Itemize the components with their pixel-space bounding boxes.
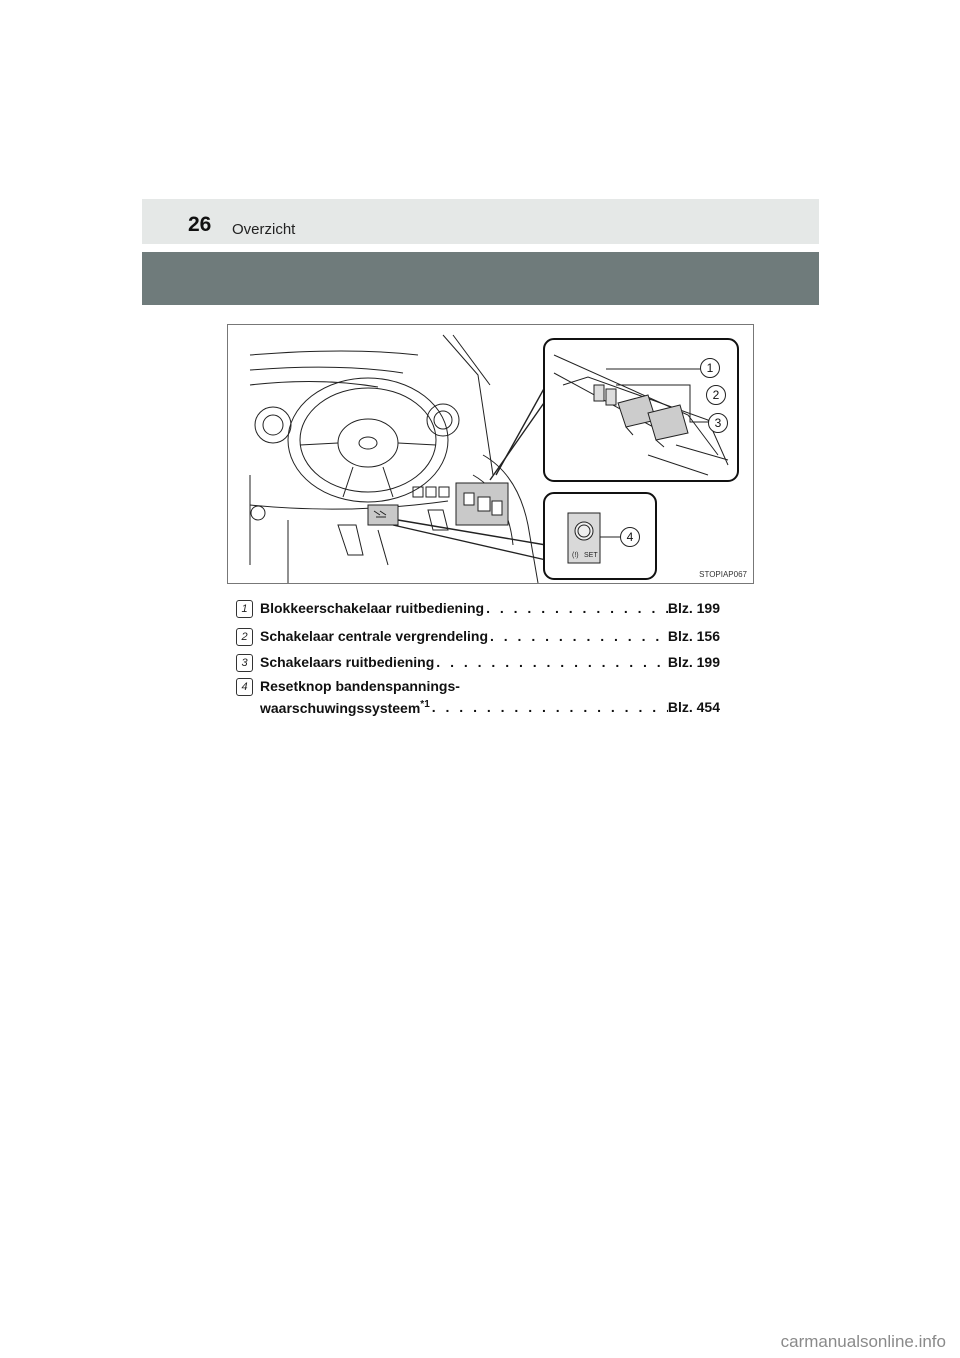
item-number-badge: 3 bbox=[236, 654, 253, 672]
callout-1: 1 bbox=[700, 358, 720, 378]
page-number: 26 bbox=[188, 213, 212, 236]
page-reference: Blz. 199 bbox=[667, 600, 720, 616]
callout-4: 4 bbox=[620, 527, 640, 547]
item-label: Resetknop bandenspannings- bbox=[260, 678, 460, 694]
dashboard-illustration bbox=[227, 324, 754, 584]
item-number-badge: 1 bbox=[236, 600, 253, 618]
svg-text:(!): (!) bbox=[572, 552, 579, 559]
item-label-continued: waarschuwingssysteem bbox=[260, 700, 421, 716]
item-label: Schakelaar centrale vergrendeling bbox=[260, 628, 488, 644]
figure-code: STOPIAP067 bbox=[699, 570, 747, 579]
callout-2: 2 bbox=[706, 385, 726, 405]
set-label: SET bbox=[584, 552, 598, 559]
page-reference: Blz. 199 bbox=[667, 654, 720, 670]
page-reference: Blz. 454 bbox=[667, 699, 720, 715]
item-label: Schakelaars ruitbediening bbox=[260, 654, 435, 670]
page-reference: Blz. 156 bbox=[667, 628, 720, 644]
item-label: Blokkeerschakelaar ruitbediening bbox=[260, 600, 485, 616]
watermark: carmanualsonline.info bbox=[780, 1332, 946, 1351]
section-band bbox=[142, 252, 819, 305]
dashboard-drawing bbox=[228, 325, 753, 583]
callout-3: 3 bbox=[708, 413, 728, 433]
footnote-marker: *1 bbox=[420, 699, 430, 710]
item-number-badge: 4 bbox=[236, 678, 253, 696]
item-number-badge: 2 bbox=[236, 628, 253, 646]
section-title: Overzicht bbox=[232, 221, 296, 238]
